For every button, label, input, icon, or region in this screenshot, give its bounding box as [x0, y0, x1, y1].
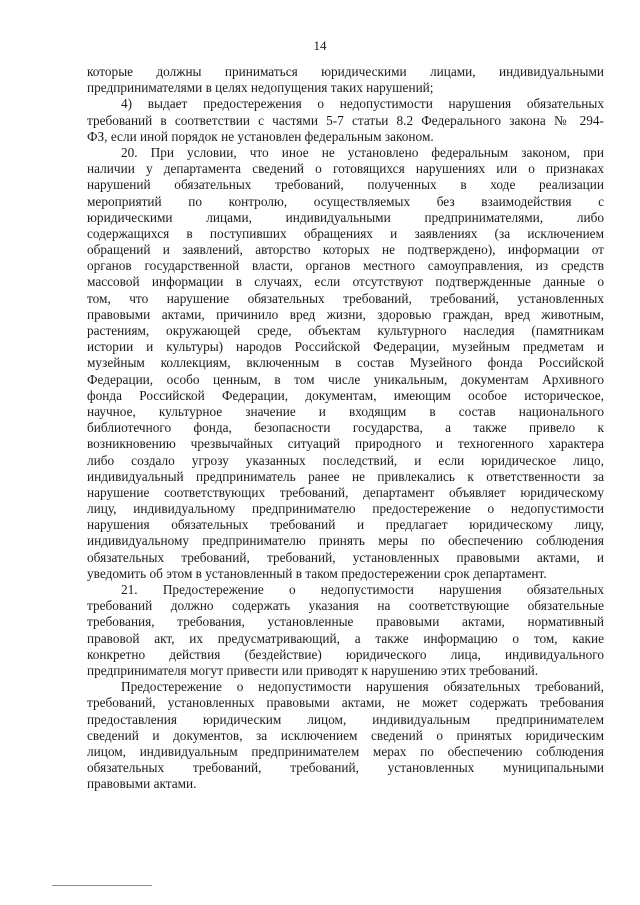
text-line: требований в соответствии с частями 5-7 статьи 8.2 Федерального закона № 294- — [87, 112, 604, 128]
text-line: возникновению чрезвычайных ситуаций природного и техногенного характера — [87, 436, 604, 452]
footnote-separator — [52, 885, 152, 886]
page-number: 14 — [313, 38, 327, 53]
text-line: растениям, окружающей среде, объектам культурного наследия (памятникам — [87, 323, 604, 338]
text-line: предоставления юридическим лицом, индивидуальным предпринимателем — [87, 711, 604, 727]
text-line: Предостережение о недопустимости нарушения обязательных требований, — [121, 679, 604, 695]
text-line: сведений и документов, за исключением сведений о принятых юридическим — [87, 727, 604, 743]
text-line: предпринимателя могут привести или приводят к нарушению этих требований. — [87, 662, 539, 678]
text-line: которые должны приниматься юридическими лицами, индивидуальными — [87, 64, 604, 79]
text-line: научное, культурное значение и входящим в состав национального — [87, 403, 604, 419]
text-line: обязательных требований, требований, установленных правовыми актами, и — [87, 549, 604, 565]
text-line: Федерации, особо ценным, в том числе уникальным, документам Архивного — [87, 371, 604, 387]
text-line: 21. Предостережение о недопустимости нарушения обязательных — [121, 582, 604, 597]
text-line: обращений и заявлений, авторство которых не подтверждено), информации от — [87, 242, 604, 258]
text-line: органов государственной власти, органов местного самоуправления, из средств — [87, 258, 604, 274]
text-line: 20. При условии, что иное не установлено федеральным законом, при — [121, 144, 604, 160]
text-line: нарушение соответствующих требований, департамент объявляет юридическому — [87, 484, 604, 500]
text-line: предпринимателями в целях недопущения таких нарушений; — [87, 80, 434, 96]
text-line: индивидуальный предприниматель ранее не привлекались к ответственности за — [87, 468, 604, 484]
text-line: уведомить об этом в установленный в таком предостережении срок департамент. — [87, 565, 547, 581]
text-line: том, что нарушение обязательных требований, требований, установленных — [87, 290, 604, 306]
text-line: либо создало угрозу указанных последствий, и если юридическое лицо, — [87, 452, 604, 468]
text-line: правовыми актами, причинило вред жизни, здоровью граждан, вред животным, — [87, 306, 604, 322]
text-line: обязательных требований, требований, установленных муниципальными — [87, 760, 604, 776]
text-line: музейным коллекциям, включенным в состав Музейного фонда Российской — [87, 355, 604, 371]
text-line: содержащихся в поступивших обращениях и заявлениях (за исключением — [87, 225, 604, 241]
text-line: юридическими лицами, индивидуальными предпринимателями, либо — [87, 209, 604, 225]
text-line: правовой акт, их предусматривающий, а также информацию о том, какие — [87, 630, 604, 646]
text-line: требования, требования, установленные правовыми актами, нормативный — [87, 614, 604, 630]
text-line: конкретно действия (бездействие) юридического лица, индивидуального — [87, 646, 604, 662]
text-line: требований должно содержать указания на соответствующие обязательные — [87, 598, 604, 614]
text-line: лицу, индивидуальному предпринимателю предостережение о недопустимости — [87, 501, 604, 517]
text-line: требований, установленных правовыми актами, не может содержать требования — [87, 695, 604, 711]
text-line: правовыми актами. — [87, 776, 197, 792]
text-line: библиотечного фонда, безопасности государства, а также привело к — [87, 420, 604, 436]
text-line: лицом, индивидуальным предпринимателем мерах по обеспечению соблюдения — [87, 743, 604, 759]
text-line: 4) выдает предостережения о недопустимости нарушения обязательных — [121, 96, 604, 112]
text-line: ФЗ, если иной порядок не установлен федеральным законом. — [87, 128, 434, 144]
text-line: нарушения обязательных требований и предлагает юридическому лицу, — [87, 517, 604, 533]
text-line: истории и культуры) народов Российской Федерации, музейным предметам и — [87, 339, 604, 355]
text-line: индивидуальному предпринимателю принять меры по обеспечению соблюдения — [87, 533, 604, 549]
text-line: фонда Российской Федерации, документам, имеющим особое историческое, — [87, 387, 604, 403]
document-body — [87, 64, 604, 792]
text-line: массовой информации в случаях, если отсутствуют подтвержденные данные о — [87, 274, 604, 290]
text-line: наличии у департамента сведений о готовящихся нарушениях или о признаках — [87, 161, 604, 177]
text-line: мероприятий по контролю, осуществляемых без взаимодействия с — [87, 193, 604, 209]
text-line: нарушений обязательных требований, полученных в ходе реализации — [87, 177, 604, 193]
